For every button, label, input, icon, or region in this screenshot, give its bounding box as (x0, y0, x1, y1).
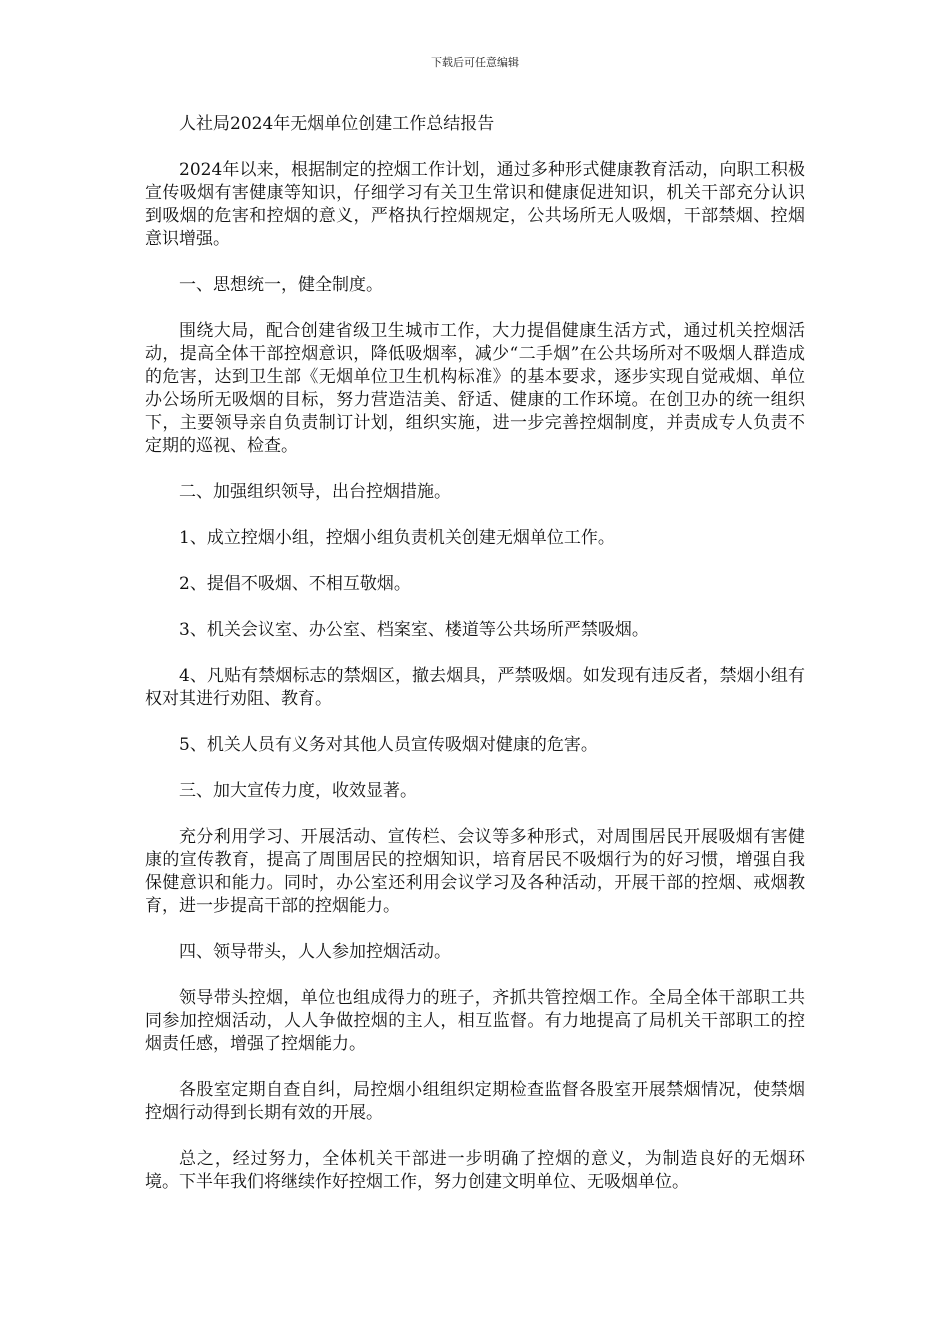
list-item: 3、机关会议室、办公室、档案室、楼道等公共场所严禁吸烟。 (179, 620, 649, 640)
list-item: 4、凡贴有禁烟标志的禁烟区，撤去烟具，严禁吸烟。如发现有违反者，禁烟小组有权对其进行劝阻、教育。 (145, 666, 805, 709)
document-body (145, 113, 805, 1194)
paragraph: 充分利用学习、开展活动、宣传栏、会议等多种形式，对周围居民开展吸烟有害健康的宣传教育，提高了周围居民的控烟知识，培育居民不吸烟行为的好习惯，增强自我保健意识和能力。同时，办公室还利用会议学习及各种活动，开展干部的控烟、戒烟教育，进一步提高干部的控烟能力。 (145, 827, 805, 916)
page-header: 下载后可任意编辑 (431, 56, 519, 69)
document-title: 人社局2024年无烟单位创建工作总结报告 (179, 114, 495, 134)
list-item: 1、成立控烟小组，控烟小组负责机关创建无烟单位工作。 (179, 528, 615, 548)
section-heading: 三、加大宣传力度，收效显著。 (179, 781, 417, 801)
section-heading: 一、思想统一，健全制度。 (179, 275, 383, 295)
section-heading: 四、领导带头，人人参加控烟活动。 (179, 942, 451, 962)
list-item: 5、机关人员有义务对其他人员宣传吸烟对健康的危害。 (179, 735, 598, 755)
paragraph: 围绕大局，配合创建省级卫生城市工作，大力提倡健康生活方式，通过机关控烟活动，提高全体干部控烟意识，降低吸烟率，减少“二手烟”在公共场所对不吸烟人群造成的危害，达到卫生部《无烟单位卫生机构标准》的基本要求，逐步实现自觉戒烟、单位办公场所无吸烟的目标，努力营造洁美、舒适、健康的工作环境。在创卫办的统一组织下，主要领导亲自负责制订计划，组织实施，进一步完善控烟制度，并责成专人负责不定期的巡视、检查。 (145, 321, 805, 456)
paragraph: 总之，经过努力，全体机关干部进一步明确了控烟的意义，为制造良好的无烟环境。下半年我们将继续作好控烟工作，努力创建文明单位、无吸烟单位。 (145, 1149, 805, 1192)
paragraph: 各股室定期自查自纠，局控烟小组组织定期检查监督各股室开展禁烟情况，使禁烟控烟行动得到长期有效的开展。 (145, 1080, 805, 1123)
section-heading: 二、加强组织领导，出台控烟措施。 (179, 482, 451, 502)
paragraph: 2024年以来，根据制定的控烟工作计划，通过多种形式健康教育活动，向职工积极宣传吸烟有害健康等知识，仔细学习有关卫生常识和健康促进知识，机关干部充分认识到吸烟的危害和控烟的意义，严格执行控烟规定，公共场所无人吸烟，干部禁烟、控烟意识增强。 (145, 160, 805, 249)
list-item: 2、提倡不吸烟、不相互敬烟。 (179, 574, 411, 594)
paragraph: 领导带头控烟，单位也组成得力的班子，齐抓共管控烟工作。全局全体干部职工共同参加控烟活动，人人争做控烟的主人，相互监督。有力地提高了局机关干部职工的控烟责任感，增强了控烟能力。 (145, 988, 805, 1054)
